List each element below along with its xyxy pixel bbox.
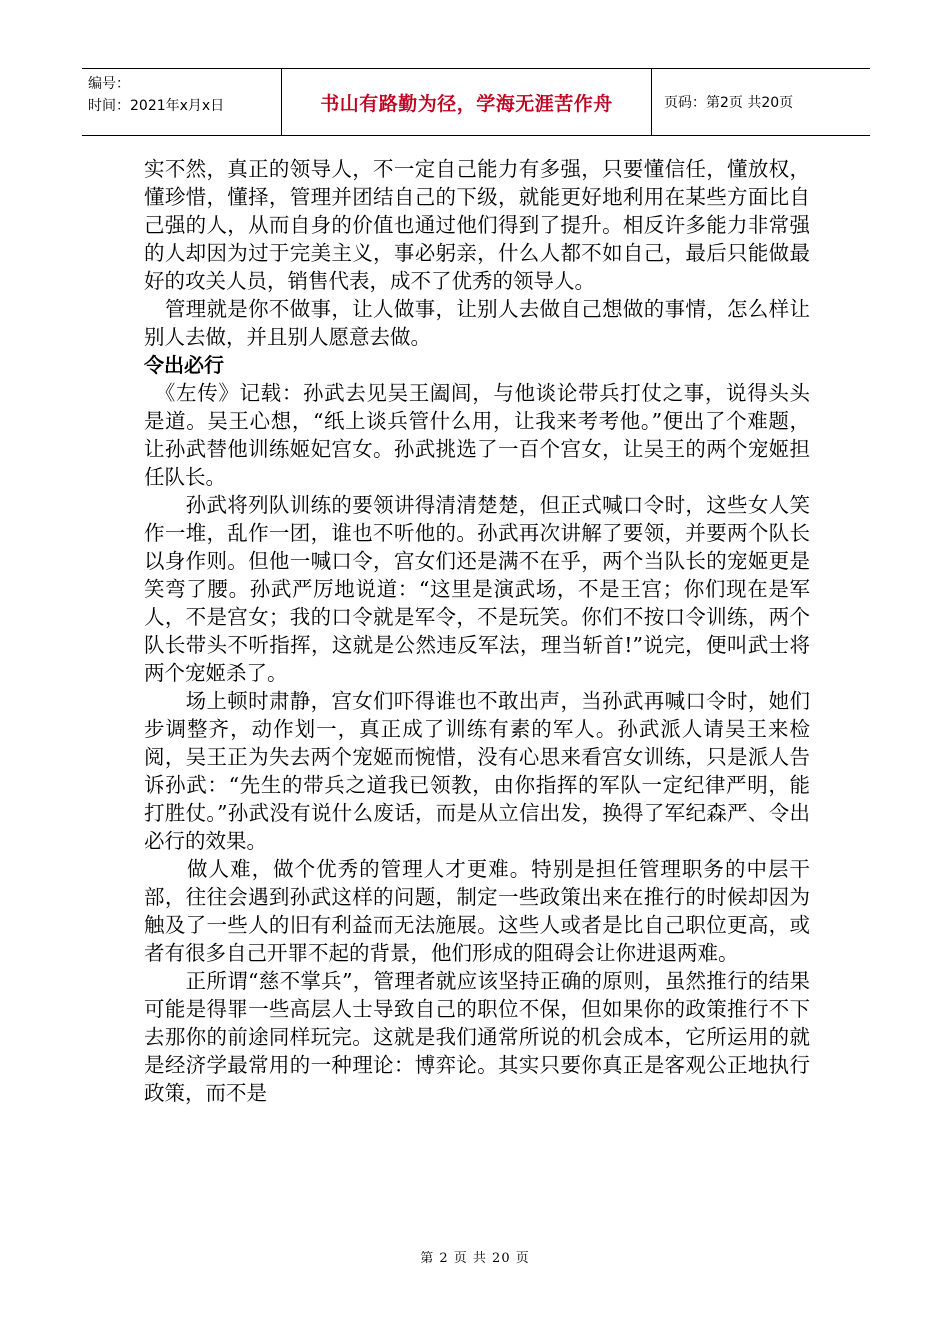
section-heading: 令出必行	[144, 353, 224, 377]
paragraph: 正所谓“慈不掌兵”，管理者就应该坚持正确的原则，虽然推行的结果可能是得罪一些高层人士导致自己的职位不保，但如果你的政策推行不下去那你的前途同样玩完。这就是我们通常所说的机会成本，它所运用的就是经济学最常用的一种理论：博弈论。其实只要你真正是客观公正地执行政策，而不是	[144, 969, 810, 1105]
page-footer: 第 2 页 共 20 页	[420, 1251, 530, 1266]
doc-number-label: 编号：	[88, 76, 130, 92]
doc-date-label: 时间：2021年x月x日	[88, 98, 225, 114]
paragraph: 《左传》记载：孙武去见吴王阖闾，与他谈论带兵打仗之事，说得头头是道。吴王心想，“纸上谈兵管什么用，让我来考考他。”便出了个难题，让孙武替他训练姬妃宫女。孙武挑选了一百个宫女，让吴王的两个宠姬担任队长。	[144, 381, 810, 489]
header-motto: 书山有路勤为径，学海无涯苦作舟	[282, 69, 652, 135]
paragraph: 孙武将列队训练的要领讲得清清楚楚，但正式喊口令时，这些女人笑作一堆，乱作一团，谁也不听他的。孙武再次讲解了要领，并要两个队长以身作则。但他一喊口令，宫女们还是满不在乎，两个当队长的宠姬更是笑弯了腰。孙武严厉地说道：“这里是演武场，不是王宫；你们现在是军人，不是宫女；我的口令就是军令，不是玩笑。你们不按口令训练，两个队长带头不听指挥，这就是公然违反军法，理当斩首!”说完，便叫武士将两个宠姬杀了。	[144, 493, 810, 685]
page-header	[82, 68, 870, 136]
header-page-info: 页码：第2页 共20页	[664, 95, 794, 111]
document-body	[144, 155, 810, 1107]
paragraph: 场上顿时肃静，宫女们吓得谁也不敢出声，当孙武再喊口令时，她们步调整齐，动作划一，真正成了训练有素的军人。孙武派人请吴王来检阅，吴王正为失去两个宠姬而惋惜，没有心思来看宫女训练，只是派人告诉孙武：“先生的带兵之道我已领教，由你指挥的军队一定纪律严明，能打胜仗。”孙武没有说什么废话，而是从立信出发，换得了军纪森严、令出必行的效果。	[144, 689, 810, 853]
paragraph: 做人难，做个优秀的管理人才更难。特别是担任管理职务的中层干部，往往会遇到孙武这样的问题，制定一些政策出来在推行的时候却因为触及了一些人的旧有利益而无法施展。这些人或者是比自己职位更高，或者有很多自己开罪不起的背景，他们形成的阻碍会让你进退两难。	[144, 857, 810, 965]
header-meta	[82, 69, 282, 135]
paragraph: 实不然，真正的领导人，不一定自己能力有多强，只要懂信任，懂放权，懂珍惜，懂择，管理并团结自己的下级，就能更好地利用在某些方面比自己强的人，从而自身的价值也通过他们得到了提升。相反许多能力非常强的人却因为过于完美主义，事必躬亲，什么人都不如自己，最后只能做最好的攻关人员，销售代表，成不了优秀的领导人。	[144, 157, 810, 293]
paragraph: 管理就是你不做事，让人做事，让别人去做自己想做的事情，怎么样让别人去做，并且别人愿意去做。	[144, 297, 810, 349]
